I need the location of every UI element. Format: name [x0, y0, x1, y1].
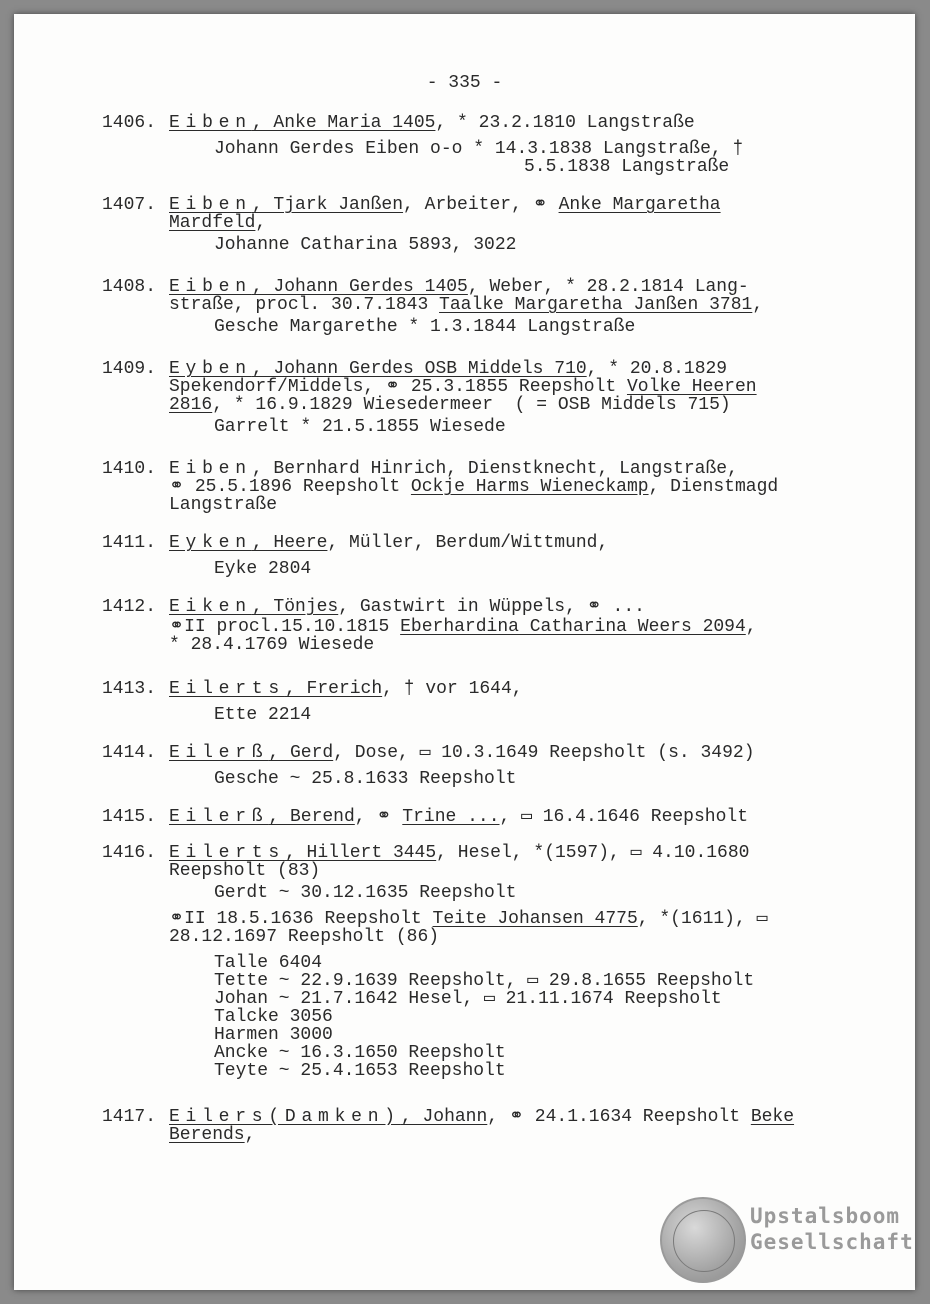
entry-number: 1414.	[102, 743, 157, 763]
entry-line: Eyben, Johann Gerdes OSB Middels 710, * 20.8.1829	[169, 359, 728, 379]
entry-line: Eyke 2804	[214, 559, 312, 579]
entry-line: Tette ~ 22.9.1639 Reepsholt, ▭ 29.8.1655 Reepsholt	[214, 971, 755, 991]
entry-line: Eyken, Heere, Müller, Berdum/Wittmund,	[169, 533, 609, 553]
document-page	[14, 14, 915, 1290]
page-number: - 335 -	[426, 73, 503, 93]
entry-line: Gesche Margarethe * 1.3.1844 Langstraße	[214, 317, 636, 337]
entry-line: 28.12.1697 Reepsholt (86)	[169, 927, 440, 947]
entry-number: 1408.	[102, 277, 157, 297]
entry-line: Talcke 3056	[214, 1007, 333, 1027]
entry-line: Eilerß, Gerd, Dose, ▭ 10.3.1649 Reepsholt (s. 3492)	[169, 743, 755, 763]
entry-line: Teyte ~ 25.4.1653 Reepsholt	[214, 1061, 506, 1081]
entry-line: Gesche ~ 25.8.1633 Reepsholt	[214, 769, 517, 789]
entry-line: Eilerts, Frerich, † vor 1644,	[169, 679, 523, 699]
entry-line: Spekendorf/Middels, ⚭ 25.3.1855 Reepsholt Volke Heeren	[169, 377, 757, 397]
entry-number: 1407.	[102, 195, 157, 215]
entry-line: Johanne Catharina 5893, 3022	[214, 235, 517, 255]
entry-line: straße, procl. 30.7.1843 Taalke Margaretha Janßen 3781,	[169, 295, 764, 315]
entry-line: Reepsholt (83)	[169, 861, 321, 881]
watermark-line2: Gesellschaft	[750, 1230, 914, 1254]
document-body	[14, 14, 915, 1290]
entry-number: 1412.	[102, 597, 157, 617]
entry-line: Eilerts, Hillert 3445, Hesel, *(1597), ▭ 4.10.1680	[169, 843, 750, 863]
entry-line: Eiben, Bernhard Hinrich, Dienstknecht, Langstraße,	[169, 459, 738, 479]
entry-line: 5.5.1838 Langstraße	[524, 157, 730, 177]
seal-emblem-icon	[660, 1197, 746, 1283]
entry-line: Ancke ~ 16.3.1650 Reepsholt	[214, 1043, 506, 1063]
entry-number: 1415.	[102, 807, 157, 827]
entry-line: Ette 2214	[214, 705, 312, 725]
entry-line: ⚭ 25.5.1896 Reepsholt Ockje Harms Wieneckamp, Dienstmagd	[169, 477, 779, 497]
entry-line: Eiken, Tönjes, Gastwirt in Wüppels, ⚭ ...	[169, 597, 645, 617]
entry-line: * 28.4.1769 Wiesede	[169, 635, 375, 655]
entry-line: ⚭II 18.5.1636 Reepsholt Teite Johansen 4775, *(1611), ▭	[169, 909, 768, 929]
entry-line: Eiben, Johann Gerdes 1405, Weber, * 28.2.1814 Lang-	[169, 277, 749, 297]
entry-line: Berends,	[169, 1125, 256, 1145]
entry-line: Mardfeld,	[169, 213, 267, 233]
entry-number: 1416.	[102, 843, 157, 863]
entry-number: 1411.	[102, 533, 157, 553]
entry-line: Eilerß, Berend, ⚭ Trine ..., ▭ 16.4.1646 Reepsholt	[169, 807, 748, 827]
entry-line: Talle 6404	[214, 953, 323, 973]
entry-number: 1410.	[102, 459, 157, 479]
entry-line: Johan ~ 21.7.1642 Hesel, ▭ 21.11.1674 Reepsholt	[214, 989, 722, 1009]
entry-line: Eiben, Anke Maria 1405, * 23.2.1810 Langstraße	[169, 113, 695, 133]
entry-line: 2816, * 16.9.1829 Wiesedermeer ( = OSB Middels 715)	[169, 395, 731, 415]
entry-number: 1406.	[102, 113, 157, 133]
entry-line: Gerdt ~ 30.12.1635 Reepsholt	[214, 883, 517, 903]
watermark-line1: Upstalsboom	[750, 1204, 901, 1228]
entry-line: Garrelt * 21.5.1855 Wiesede	[214, 417, 506, 437]
entry-number: 1413.	[102, 679, 157, 699]
entry-line: Harmen 3000	[214, 1025, 333, 1045]
entry-number: 1409.	[102, 359, 157, 379]
entry-line: Johann Gerdes Eiben o-o * 14.3.1838 Langstraße, †	[214, 139, 744, 159]
entry-line: ⚭II procl.15.10.1815 Eberhardina Catharina Weers 2094,	[169, 617, 757, 637]
entry-line: Eiben, Tjark Janßen, Arbeiter, ⚭ Anke Margaretha	[169, 195, 721, 215]
entry-line: Langstraße	[169, 495, 278, 515]
entry-number: 1417.	[102, 1107, 157, 1127]
entry-line: Eilers(Damken), Johann, ⚭ 24.1.1634 Reepsholt Beke	[169, 1107, 795, 1127]
